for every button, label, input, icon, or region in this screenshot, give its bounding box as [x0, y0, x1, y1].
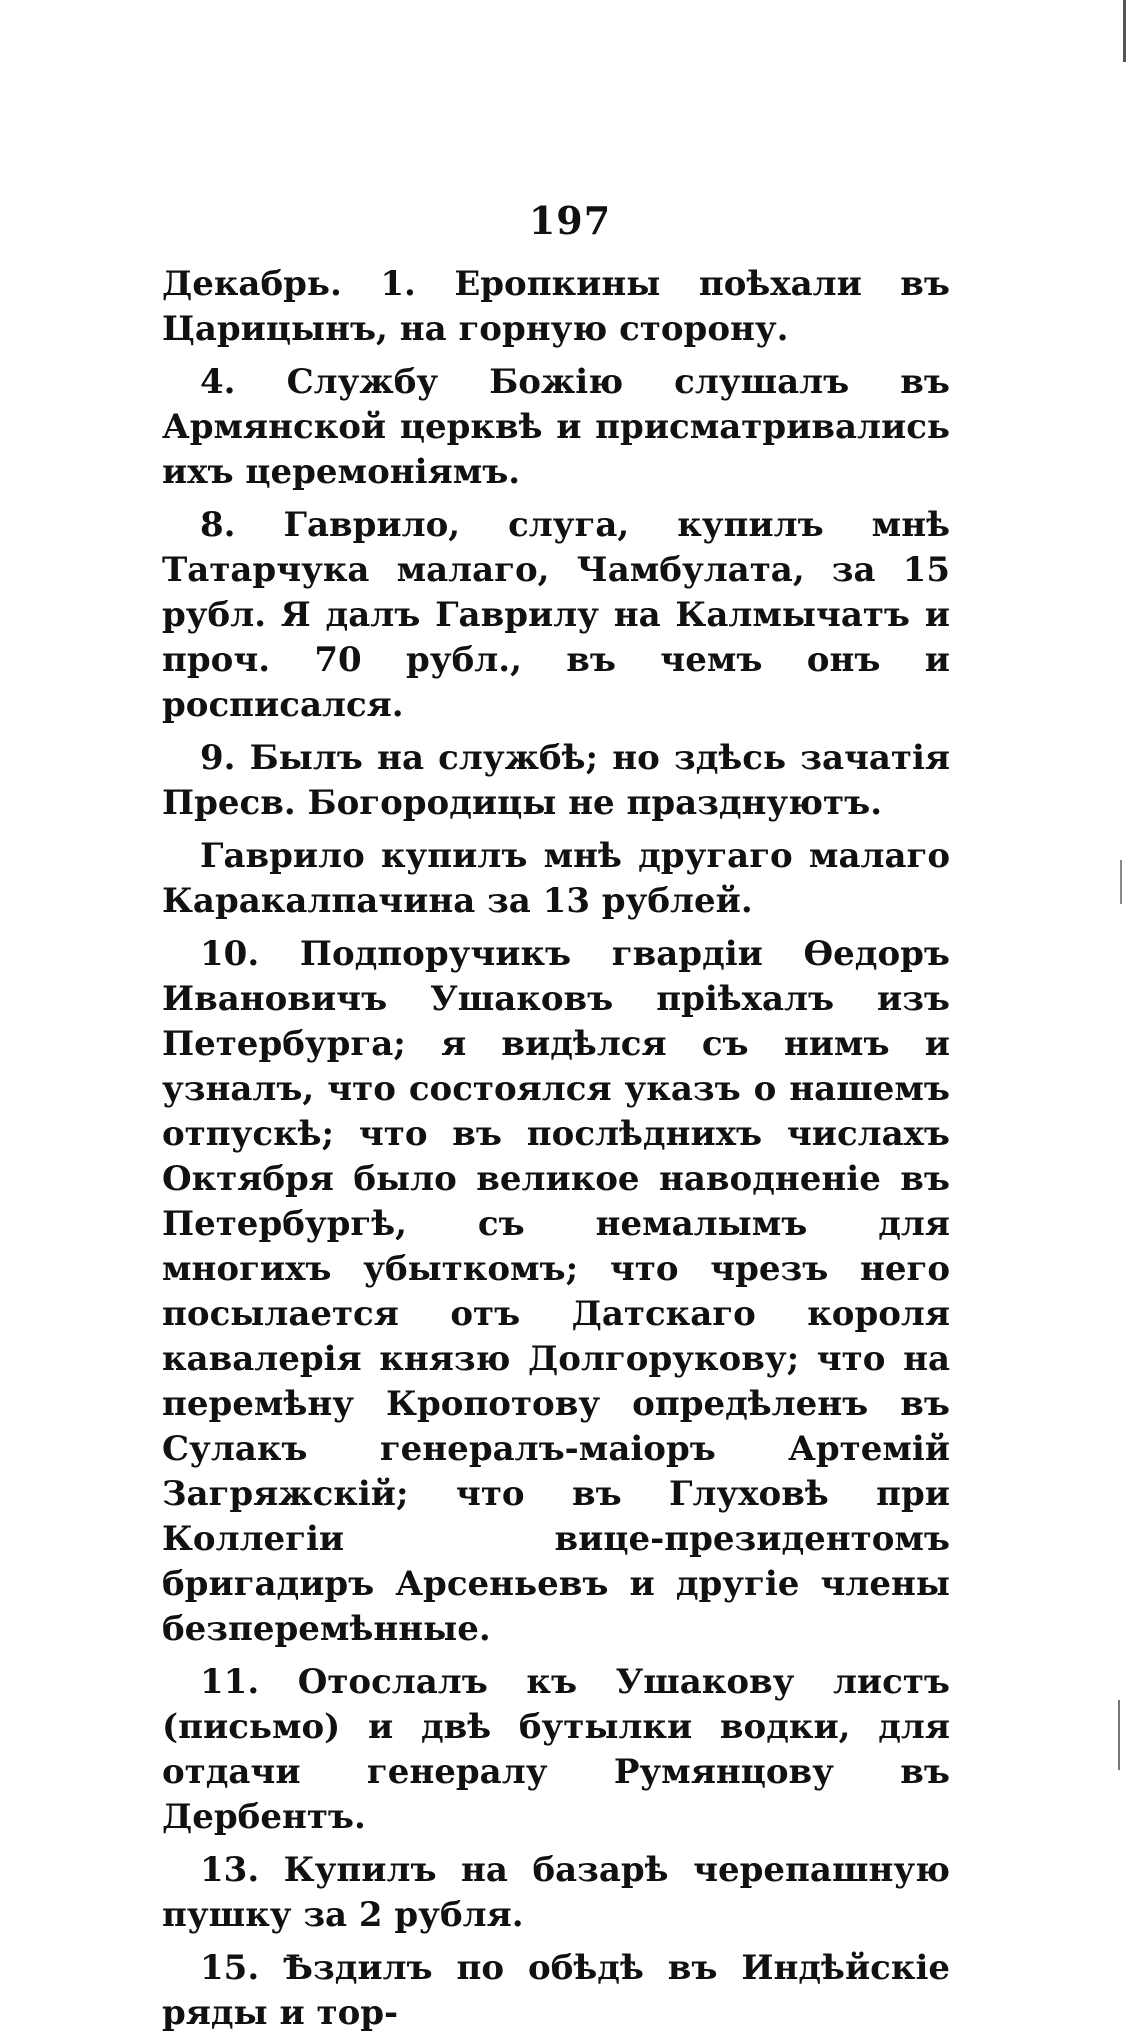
diary-entry: 13. Купилъ на базарѣ черепашную пушку за 2 рубля.	[162, 1850, 950, 1935]
diary-entry: 11. Отослалъ къ Ушакову листъ (письмо) и двѣ бутылки водки, для отдачи генералу Румянцову въ Дербентъ.	[162, 1662, 950, 1837]
diary-entry: 10. Подпоручикъ гвардіи Өедоръ Ивановичъ Ушаковъ пріѣхалъ изъ Петербурга; я видѣлся съ нимъ и узналъ, что состоялся указъ о нашемъ отпускѣ; что въ послѣднихъ числахъ Октября было великое наводненіе въ Петербургѣ, съ немалымъ для многихъ убыткомъ; что чрезъ него посылается отъ Датскаго короля кавалерія князю Долгорукову; что на перемѣну Кропотову опредѣленъ въ Сулакъ генералъ-маіоръ Артемій Загряжскій; что въ Глуховѣ при Коллегіи вице-президентомъ бригадиръ Арсеньевъ и другіе члены безперемѣнные.	[162, 934, 950, 1649]
scan-edge-mark	[1120, 860, 1122, 904]
diary-entry: 4. Службу Божію слушалъ въ Армянской церквѣ и присматривались ихъ церемоніямъ.	[162, 362, 950, 492]
diary-entry: Декабрь. 1. Еропкины поѣхали въ Царицынъ, на горную сторону.	[162, 264, 950, 349]
diary-entry: 15. Ѣздилъ по обѣдѣ въ Индѣйскіе ряды и тор-	[162, 1948, 950, 2033]
diary-entry: 8. Гаврило, слуга, купилъ мнѣ Татарчука малаго, Чамбулата, за 15 рубл. Я далъ Гаврилу на Калмычатъ и проч. 70 рубл., въ чемъ онъ и росписался.	[162, 505, 950, 725]
scan-edge-mark	[1118, 1700, 1120, 1770]
page-number: 197	[528, 198, 612, 243]
page-text	[162, 262, 950, 2044]
diary-entry: 9. Былъ на службѣ; но здѣсь зачатія Пресв. Богородицы не празднуютъ.	[162, 738, 950, 823]
scan-edge-mark	[1123, 0, 1126, 62]
diary-entry: Гаврило купилъ мнѣ другаго малаго Каракалпачина за 13 рублей.	[162, 836, 950, 921]
